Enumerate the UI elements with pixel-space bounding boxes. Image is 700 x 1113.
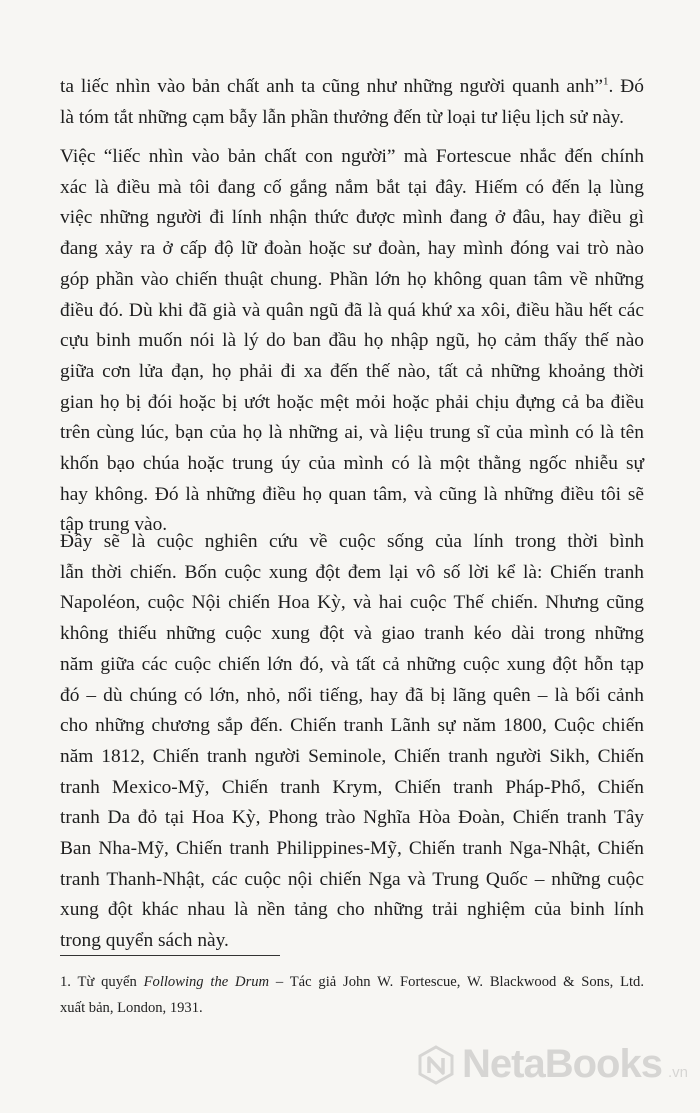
- text-line: đang xảy ra ở cấp độ lữ đoàn hoặc sư đoàn, hay mình đóng vai trò nào: [60, 238, 644, 260]
- text-line: giữa cơn lửa đạn, họ phải đi xa đến thế nào, tất cả những khoảng thời: [60, 360, 644, 382]
- footnote-ref[interactable]: 1: [603, 75, 609, 88]
- text-line: tranh Mexico-Mỹ, Chiến tranh Krym, Chiến tranh Pháp-Phổ, Chiến: [60, 776, 644, 798]
- text-line: tranh Da đỏ tại Hoa Kỳ, Phong trào Nghĩa Hòa Đoàn, Chiến tranh Tây: [60, 807, 644, 829]
- text-line: đó – dù chúng có lớn, nhỏ, nổi tiếng, hay đã bị lãng quên – là bối cảnh: [60, 684, 644, 706]
- footnote-line: 1. Từ quyển Following the Drum – Tác giả John W. Fortescue, W. Blackwood & Sons, Ltd.: [60, 974, 645, 990]
- text-line: xung đột khác nhau là nền tảng cho những trải nghiệm của binh lính: [60, 899, 644, 921]
- netabooks-logo-icon: [416, 1045, 456, 1085]
- text-line: Đây sẽ là cuộc nghiên cứu về cuộc sống của lính trong thời bình: [60, 531, 644, 552]
- text-line: cho những chương sắp đến. Chiến tranh Lãnh sự năm 1800, Cuộc chiến: [60, 715, 644, 737]
- text-line: cựu binh muốn nói là lý do ban đầu họ nhập ngũ, họ cảm thấy thế nào: [60, 330, 644, 352]
- text-line: tranh Thanh-Nhật, các cuộc nội chiến Nga và Trung Quốc – những cuộc: [60, 868, 644, 890]
- footnote: [60, 969, 644, 1021]
- text-line: năm 1812, Chiến tranh người Seminole, Chiến tranh người Sikh, Chiến: [60, 745, 644, 767]
- paragraph-1: [60, 72, 644, 133]
- text-line: điều đó. Dù khi đã già và quân ngũ đã là quá khứ xa xôi, điều hầu hết các: [60, 299, 644, 321]
- text-line: hay không. Đó là những điều họ quan tâm, và cũng là những điều tôi sẽ: [60, 483, 644, 505]
- text-line: là tóm tắt những cạm bẫy lẫn phần thưởng đến từ loại tư liệu lịch sử này.: [60, 106, 624, 128]
- watermark-domain: .vn: [667, 1064, 688, 1081]
- paragraph-3: [60, 527, 644, 957]
- text-line: việc những người đi lính nhận thức được mình đang ở đâu, hay điều gì: [60, 207, 644, 229]
- text-line: trên cùng lúc, bạn của họ là những ai, và liệu trung sĩ của mình có là tên: [60, 422, 644, 444]
- text-line: tập trung vào.: [60, 514, 168, 536]
- book-title: Following the Drum: [143, 974, 270, 990]
- text-line: góp phần vào chiến thuật chung. Phần lớn họ không quan tâm về những: [60, 268, 644, 290]
- text-line: khốn bạo chúa hoặc trung úy của mình có là một thằng ngốc nhiễu sự: [60, 453, 644, 475]
- footnote-divider: [60, 955, 280, 956]
- text-line: trong quyển sách này.: [60, 930, 229, 952]
- footnote-line: xuất bản, London, 1931.: [60, 1000, 203, 1016]
- text-line: không thiếu những cuộc xung đột và giao tranh kéo dài trong những: [60, 623, 644, 645]
- paragraph-2: [60, 142, 644, 541]
- text-line: ta liếc nhìn vào bản chất anh ta cũng như những người quanh anh”$^1$. Đó: [60, 75, 644, 97]
- text-line: Napoléon, cuộc Nội chiến Hoa Kỳ, và hai cuộc Thế chiến. Nhưng cũng: [60, 592, 644, 614]
- text-line: gian họ bị đói hoặc bị ướt hoặc mệt mỏi hoặc phải chịu đựng cả ba điều: [60, 391, 644, 413]
- watermark-text: NetaBooks: [462, 1042, 662, 1086]
- text-line: Ban Nha-Mỹ, Chiến tranh Philippines-Mỹ, Chiến tranh Nga-Nhật, Chiến: [60, 838, 644, 860]
- text-line: lẫn thời chiến. Bốn cuộc xung đột đem lại vô số lời kể là: Chiến tranh: [60, 561, 644, 583]
- text-line: xác là điều mà tôi đang cố gắng nắm bắt tại đây. Hiếm có đến lạ lùng: [60, 176, 644, 198]
- text-line: năm giữa các cuộc chiến lớn đó, và tất cả những cuộc xung đột hỗn tạp: [60, 653, 644, 675]
- watermark: [416, 1042, 688, 1087]
- text-line: Việc “liếc nhìn vào bản chất con người” mà Fortescue nhắc đến chính: [60, 146, 644, 167]
